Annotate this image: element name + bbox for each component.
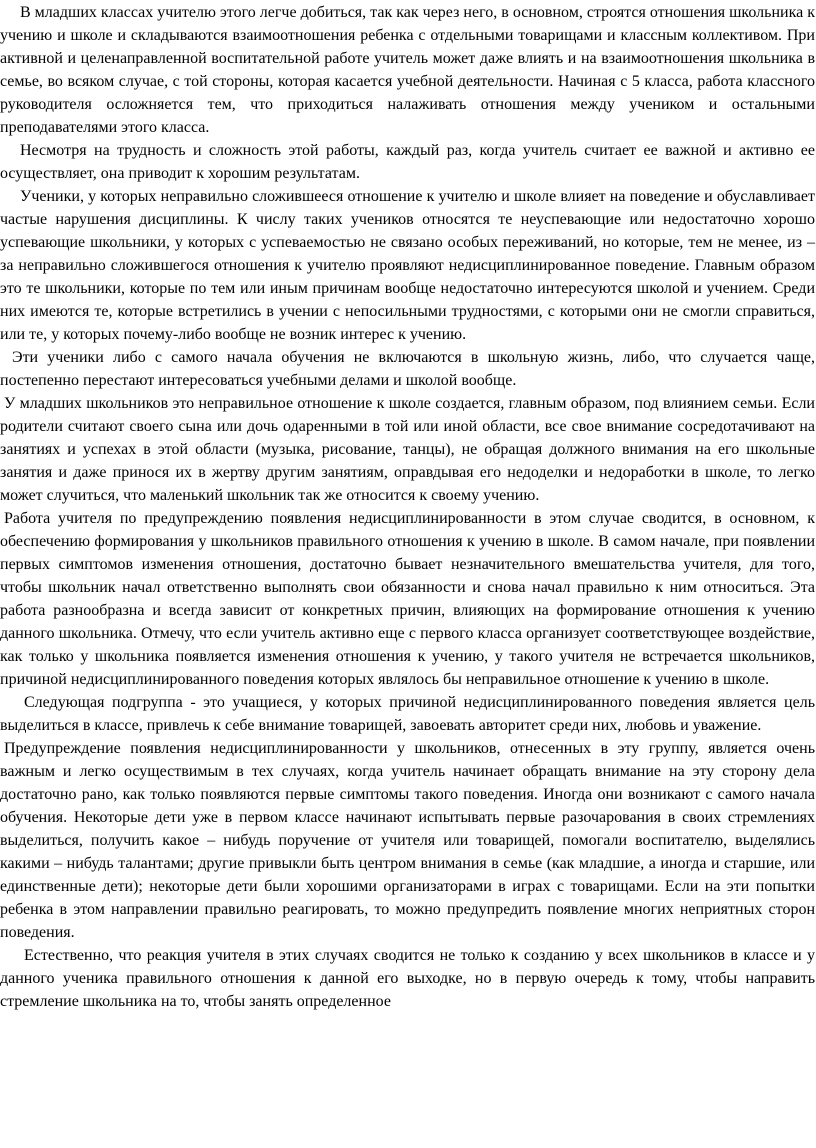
paragraph-6: Работа учителя по предупреждению появления недисциплинированности в этом случае сводится, в основном, к обеспечению формирования у школьников правильного отношения к учению в школе. В самом начале, при появлении первых симптомов изменения отношения, достаточно бывает незначительного вмешательства учителя, для того, чтобы школьник начал ответственно выполнять свои обязанности и снова начал правильно к ним относиться. Эта работа разнообразна и всегда зависит от конкретных причин, влияющих на формирование отношения к учению данного школьника. Отмечу, что если учитель активно еще с первого класса организует соответствующее воздействие, как только у школьника появляется изменения отношения к учению, у такого учителя не встречается школьников, причиной недисциплинированного поведения которых являлось бы неправильное отношение к учению в школе.	[0, 510, 815, 688]
paragraph-4: Эти ученики либо с самого начала обучения не включаются в школьную жизнь, либо, что случается чаще, постепенно перестают интересоваться учебными делами и школой вообще.	[0, 349, 815, 389]
paragraph-9: Естественно, что реакция учителя в этих случаях сводится не только к созданию у всех школьников в классе и у данного ученика правильного отношения к данной его выходке, но в первую очередь к тому, чтобы направить стремление школьника на то, чтобы занять определенное	[0, 947, 815, 1010]
paragraph-8: Предупреждение появления недисциплинированности у школьников, отнесенных в эту группу, является очень важным и легко осуществимым в тех случаях, когда учитель начинает обращать внимание на эту сторону дела достаточно рано, как только появляются первые симптомы такого поведения. Иногда они возникают с самого начала обучения. Некоторые дети уже в первом классе начинают испытывать первые разочарования в своих стремлениях выделиться, получить какое – нибудь поручение от учителя или товарищей, помогали воспитателю, выделялись какими – нибудь талантами; другие привыкли быть центром внимания в семье (как младшие, а иногда и старшие, или единственные дети); некоторые дети были хорошими организаторами в играх с товарищами. Если на эти попытки ребенка в этом направлении правильно реагировать, то можно предупредить появление многих неприятных сторон поведения.	[0, 740, 815, 941]
paragraph-3: Ученики, у которых неправильно сложившееся отношение к учителю и школе влияет на поведение и обуславливает частые нарушения дисциплины. К числу таких учеников относятся те неуспевающие или недостаточно хорошо успевающие школьники, у которых с успеваемостью не связано особых переживаний, но которые, тем не менее, из – за неправильно сложившегося отношения к учителю проявляют недисциплинированное поведение. Главным образом это те школьники, которые по тем или иным причинам вообще недостаточно интересуются школой и учением. Среди них имеются те, которые встретились в учении с непосильными трудностями, с которыми они не смогли справиться, или те, у которых почему-либо вообще не возник интерес к учению.	[0, 188, 815, 343]
paragraph-1: В младших классах учителю этого легче добиться, так как через него, в основном, строятся отношения школьника к учению и школе и складываются взаимоотношения ребенка с отдельными товарищами и классным коллективом. При активной и целенаправленной воспитательной работе учитель может даже влиять и на взаимоотношения школьника в семье, во всяком случае, с той стороны, которая касается учебной деятельности. Начиная с 5 класса, работа классного руководителя осложняется тем, что приходиться налаживать отношения между учеником и остальными преподавателями этого класса.	[0, 4, 815, 136]
paragraph-2: Несмотря на трудность и сложность этой работы, каждый раз, когда учитель считает ее важной и активно ее осуществляет, она приводит к хорошим результатам.	[0, 142, 815, 182]
paragraph-5: У младших школьников это неправильное отношение к школе создается, главным образом, под влиянием семьи. Если родители считают своего сына или дочь одаренными в той или иной области, все свое внимание сосредотачивают на занятиях и успехах в этой области (музыка, рисование, танцы), не обращая должного внимания на его школьные занятия и даже принося их в жертву другим занятиям, оправдывая его недоделки и недоработки в школе, то легко может случиться, что маленький школьник так же относится к своему учению.	[0, 395, 815, 504]
paragraph-7: Следующая подгруппа - это учащиеся, у которых причиной недисциплинированного поведения является цель выделиться в классе, привлечь к себе внимание товарищей, завоевать авторитет среди них, любовь и уважение.	[0, 694, 815, 734]
